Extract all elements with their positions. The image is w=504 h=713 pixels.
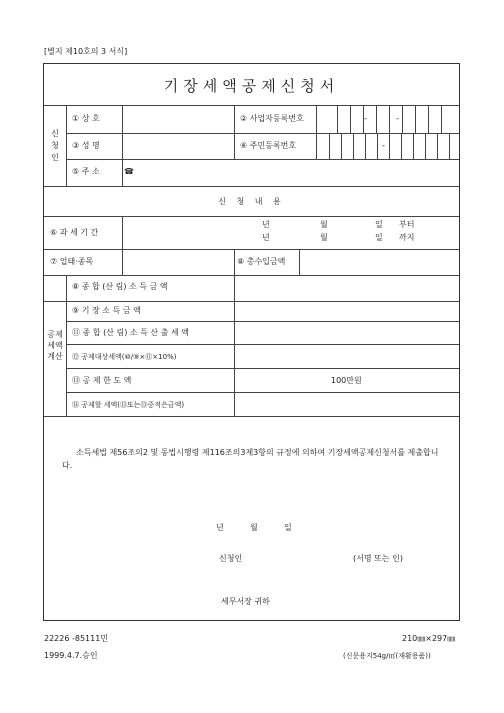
footer-size: 210㎜×297㎜ [402, 634, 456, 643]
period-end-year: 년 [262, 233, 270, 242]
representative-name-label: ③ 성 명 [72, 141, 100, 150]
reg-no-dash: - [364, 114, 367, 123]
footer-code: 22226 -85111민 [44, 634, 109, 643]
sign-date-month: 월 [250, 523, 258, 532]
credit-row-label: ⑫ 공제대상세액(⑩/⑨×⑪×10%) [72, 353, 177, 361]
credit-limit-value: 100만원 [331, 376, 362, 385]
period-end-month: 월 [320, 233, 328, 242]
business-type-label: ⑦ 업태·종목 [50, 257, 94, 266]
credit-row-label: ⑭ 공제할 세액(⑬또는⑬중적은금액) [72, 401, 185, 409]
sign-note: (서명 또는 인) [353, 554, 403, 563]
sign-date-year: 년 [216, 523, 224, 532]
applicant-group-label: 신청인 [51, 129, 59, 162]
period-end-day: 일 [375, 233, 383, 242]
phone-icon: ☎ [124, 167, 134, 176]
credit-row-label: ⑨ 기 장 소 득 금 액 [72, 306, 141, 315]
total-income-label: ⑧ 총수입금액 [237, 257, 286, 266]
credit-row-label: ⑬ 공 제 한 도 액 [72, 376, 132, 385]
resident-no-label: ④ 주민등록번호 [240, 141, 297, 150]
business-reg-no-label: ② 사업자등록번호 [240, 114, 304, 123]
credit-group-label: 공제세액계산 [47, 330, 63, 361]
applicant-sign-label: 신청인 [219, 554, 243, 563]
sign-date-day: 일 [284, 523, 292, 532]
reg-no-dash: - [396, 114, 399, 123]
credit-row-label: ⑪ 종 합 (산 림) 소 득 산 출 세 액 [72, 328, 189, 337]
resident-no-dash: - [382, 141, 385, 150]
application-form [43, 63, 460, 621]
statement-text: 소득세법 제56조의2 및 동법시행령 제116조의3제3항의 규정에 의하여 기장세액공제신청서를 제출합니다. [62, 448, 439, 470]
business-name-label: ① 상 호 [72, 114, 100, 123]
period-start-month: 월 [320, 220, 328, 229]
credit-row-label: ⑧ 종 합 (산 림) 소 득 금 액 [72, 282, 168, 291]
period-end-suffix: 까지 [399, 233, 415, 242]
content-header: 신 청 내 용 [218, 197, 285, 206]
period-start-day: 일 [375, 220, 383, 229]
footer-approval: 1999.4.7.승인 [44, 651, 98, 660]
period-start-year: 년 [262, 220, 270, 229]
form-title: 기장세액공제신청서 [163, 77, 340, 95]
recipient-label: 세무서장 귀하 [221, 597, 270, 606]
form-reference: [별지 제10호의 3 서식] [44, 47, 128, 56]
footer-paper: (신문용지54g/㎡(재활용품)) [343, 652, 431, 660]
period-start-suffix: 부터 [399, 220, 415, 229]
tax-period-label: ⑥ 과 세 기 간 [50, 228, 99, 237]
address-label: ⑤ 주 소 [72, 167, 100, 176]
